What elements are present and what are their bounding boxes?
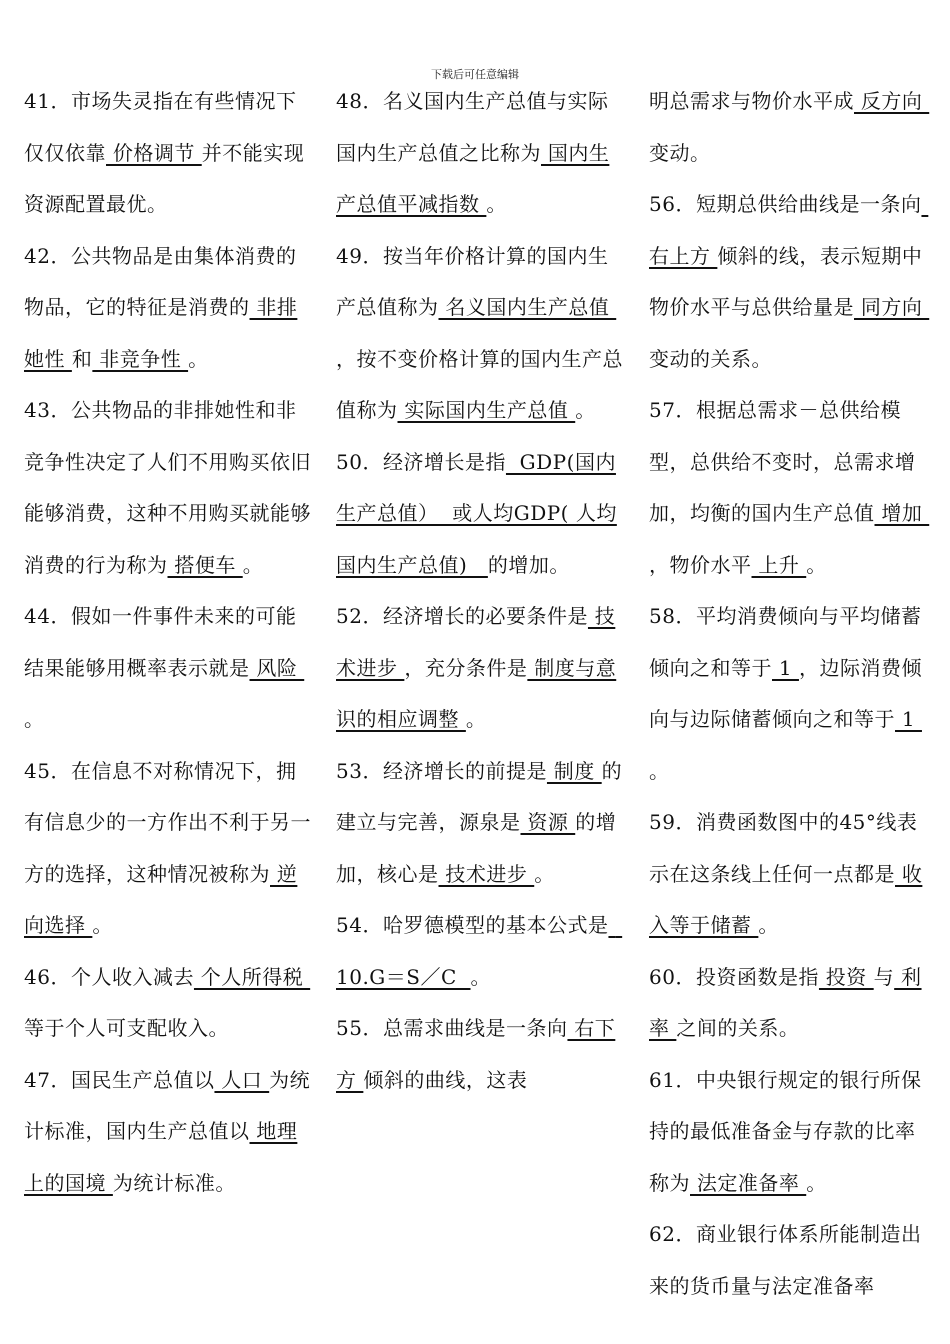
column-3	[649, 76, 934, 1312]
question-text: ，充分条件是	[404, 655, 528, 680]
question-text: 与	[873, 964, 895, 989]
answer-blank: 技术进步	[336, 604, 616, 680]
question-item	[336, 591, 626, 746]
question-text: 。	[534, 861, 555, 886]
question-text: 42．公共物品是由集体消费的物品，它的特征是消费的	[24, 243, 297, 319]
answer-blank: 价格调节	[106, 140, 202, 165]
answer-blank: 1	[772, 655, 799, 680]
question-text: 45．在信息不对称情况下，拥有信息少的一方作出不利于另一方的选择，这种情况被称为	[24, 758, 311, 886]
question-text: 之间的关系。	[676, 1016, 800, 1040]
answer-blank: 国内生产总值平减指数	[336, 140, 610, 216]
question-text: 倾斜的曲线，这表	[363, 1067, 528, 1092]
answer-blank: 收入等于储蓄	[649, 861, 923, 937]
question-item	[24, 231, 314, 386]
question-text: 52．经济增长的必要条件是	[336, 604, 588, 628]
question-text: 。	[806, 1170, 827, 1195]
question-item	[24, 76, 314, 231]
answer-blank: 同方向	[854, 295, 930, 319]
answer-blank: 法定准备率	[690, 1170, 807, 1195]
answer-blank: 技术进步	[438, 861, 535, 886]
question-text: 50．经济增长是指	[336, 449, 506, 474]
question-text: 59．消费函数图中的45°线表示在这条线上任何一点都是	[649, 810, 918, 886]
question-text: 47．国民生产总值以	[24, 1067, 215, 1092]
column-2	[336, 76, 626, 1106]
question-text: ，按不变价格计算的国内生产总值称为	[336, 346, 623, 422]
question-text: 48．名义国内生产总值与实际国内生产总值之比称为	[336, 89, 609, 165]
answer-blank: 资源	[520, 810, 576, 834]
answer-blank: 风险	[249, 655, 305, 680]
question-text: 。	[465, 707, 487, 731]
question-text: 57．根据总需求－总供给模型，总供给不变时，总需求增加，均衡的国内生产总值	[649, 398, 916, 525]
answer-blank: 上升	[751, 552, 807, 577]
question-text: 明总需求与物价水平成	[649, 89, 854, 113]
question-text: 53．经济增长的前提是	[336, 758, 547, 783]
answer-blank: 右下方	[336, 1016, 616, 1092]
question-text: 。	[486, 192, 507, 216]
question-text: 。	[470, 964, 492, 989]
question-text: 56．短期总供给曲线是一条向	[649, 192, 922, 216]
question-item	[336, 746, 626, 901]
question-text: ，物价水平	[649, 552, 752, 577]
question-item	[24, 746, 314, 952]
question-item	[24, 385, 314, 591]
question-text: 。	[806, 552, 827, 577]
answer-blank: 反方向	[854, 89, 930, 113]
question-text: 。	[92, 913, 113, 937]
question-text: 58．平均消费倾向与平均储蓄倾向之和等于	[649, 604, 922, 680]
question-text: 变动的关系。	[649, 346, 772, 371]
question-text: 变动。	[649, 140, 711, 165]
question-item	[336, 437, 626, 592]
answer-blank: 人口	[214, 1067, 270, 1092]
answer-blank: 非竞争性	[92, 346, 189, 371]
question-text: ，边际消费倾向与边际储蓄倾向之和等于	[649, 655, 922, 731]
question-item	[24, 591, 314, 746]
answer-blank: 1	[895, 707, 922, 731]
question-item	[336, 231, 626, 437]
answer-blank: 利率	[649, 964, 922, 1040]
question-text: 。	[758, 913, 779, 937]
question-text: 55．总需求曲线是一条向	[336, 1016, 568, 1040]
question-item	[649, 797, 934, 952]
question-text: 54．哈罗德模型的基本公式是	[336, 913, 609, 937]
answer-blank: 名义国内生产总值	[438, 295, 617, 319]
answer-blank: 右上方	[649, 192, 929, 268]
answer-blank: 个人所得税	[193, 964, 311, 989]
question-text: 的增加。	[487, 552, 570, 577]
question-text: 的增加，核心是	[336, 810, 617, 886]
answer-blank: 10.G＝S／C	[336, 913, 623, 989]
question-text: 。	[188, 346, 209, 371]
question-text: 的建立与完善，源泉是	[336, 758, 623, 834]
question-text: 41．市场失灵指在有些情况下仅仅依靠	[24, 89, 297, 165]
question-text: 。	[575, 398, 596, 422]
question-text: 43．公共物品的非排她性和非竞争性决定了人们不用购买依旧能够消费，这种不用购买就能够消费的行为称为	[24, 398, 311, 577]
answer-blank: 逆向选择	[24, 861, 298, 937]
question-item	[649, 1055, 934, 1210]
column-1	[24, 76, 314, 1209]
question-text: 倾斜的线，表示短期中物价水平与总供给量是	[649, 243, 923, 319]
question-text: 。	[649, 758, 670, 783]
question-text: 为统计标准。	[112, 1170, 236, 1195]
question-item	[649, 385, 934, 591]
answer-blank: 地理上的国境	[24, 1119, 298, 1195]
question-text: 46．个人收入减去	[24, 964, 194, 989]
question-item	[649, 1209, 934, 1312]
question-item	[336, 900, 626, 1003]
question-text: 62．商业银行体系所能制造出来的货币量与法定准备率	[649, 1222, 922, 1298]
question-item	[336, 76, 626, 231]
question-item	[24, 952, 314, 1055]
question-text: 并不能实现资源配置最优。	[24, 140, 305, 216]
answer-blank: 实际国内生产总值	[397, 398, 576, 422]
answer-blank: GDP(国内生产总值） 或人均GDP( 人均国内生产总值)	[336, 449, 617, 577]
question-item	[336, 1003, 626, 1106]
answer-blank: 非排她性	[24, 295, 298, 371]
question-text: 。	[242, 552, 264, 577]
question-text: 等于个人可支配收入。	[24, 1016, 229, 1040]
question-text: 44．假如一件事件未来的可能结果能够用概率表示就是	[24, 604, 297, 680]
question-item	[649, 591, 934, 797]
answer-blank: 投资	[818, 964, 874, 989]
question-text: 和	[71, 346, 93, 371]
answer-blank: 制度与意识的相应调整	[336, 655, 617, 731]
question-text: 49．按当年价格计算的国内生产总值称为	[336, 243, 609, 319]
answer-blank: 搭便车	[167, 552, 243, 577]
question-item	[24, 1055, 314, 1210]
question-text: 60．投资函数是指	[649, 964, 819, 989]
answer-blank: 增加	[874, 501, 930, 525]
question-text: 为统计标准，国内生产总值以	[24, 1067, 311, 1143]
answer-blank: 制度	[546, 758, 602, 783]
question-item	[649, 76, 934, 179]
question-text: 。	[24, 707, 45, 731]
page-header: 下载后可任意编辑	[431, 68, 519, 81]
question-text: 61．中央银行规定的银行所保持的最低准备金与存款的比率称为	[649, 1067, 922, 1195]
question-item	[649, 179, 934, 385]
question-item	[649, 952, 934, 1055]
